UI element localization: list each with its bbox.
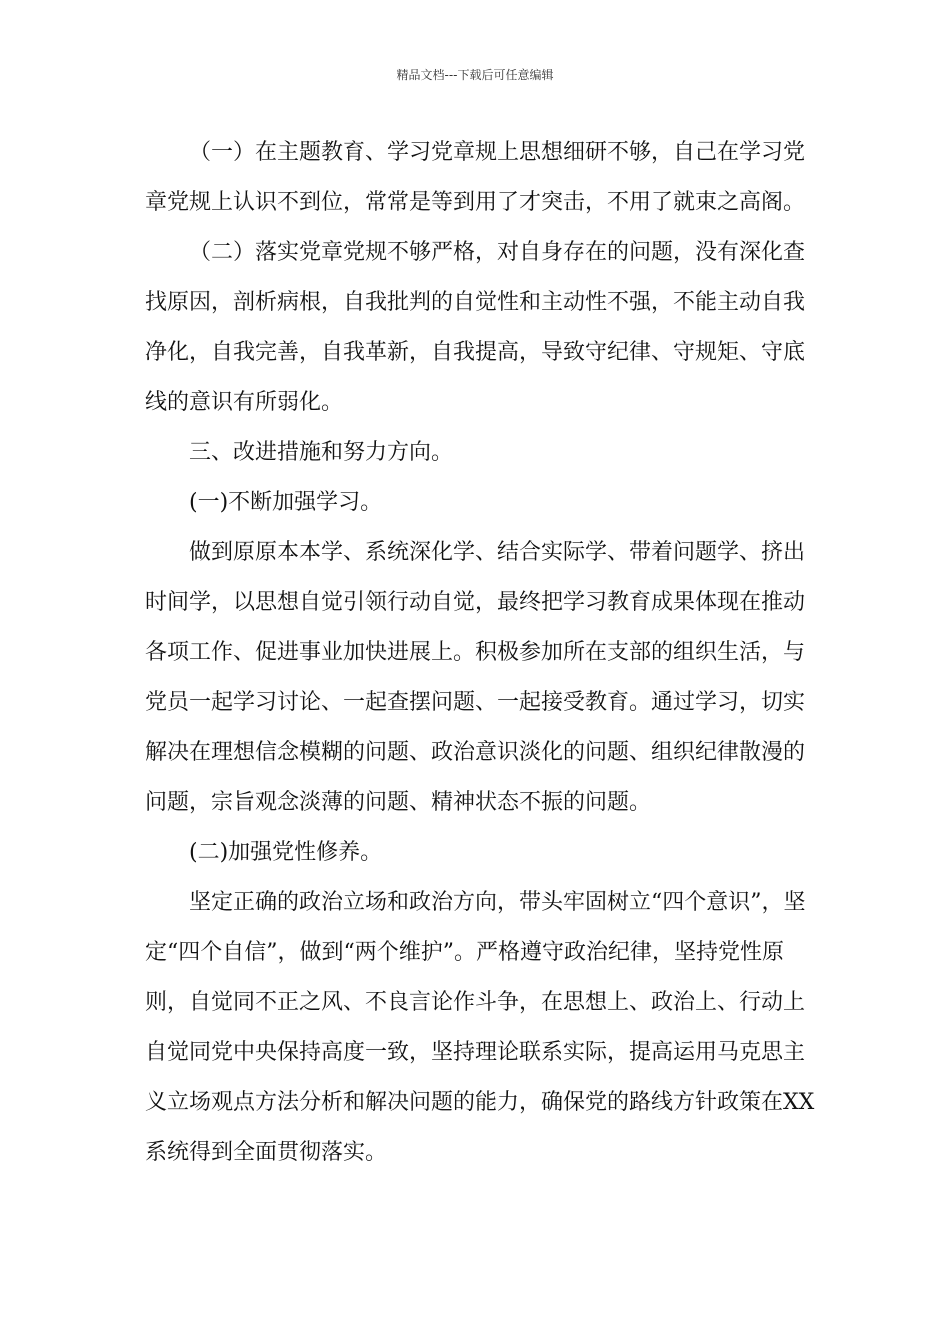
subheading-1: (一)不断加强学习。: [189, 490, 383, 515]
paragraph-1: （一）在主题教育、学习党章规上思想细研不够，自己在学习党章党规上认识不到位，常常是等到用了才突击，不用了就束之高阁。: [145, 140, 806, 215]
paragraph-2: （二）落实党章党规不够严格，对自身存在的问题，没有深化查找原因，剖析病根，自我批判的自觉性和主动性不强，不能主动自我净化，自我完善，自我革新，自我提高，导致守纪律、守规矩、守底线的意识有所弱化。: [145, 240, 806, 415]
subheading-2: (二)加强党性修养。: [189, 840, 383, 865]
page-header: 精品文档---下载后可任意编辑: [396, 68, 554, 82]
document-body: [145, 128, 815, 1178]
paragraph-4: 坚定正确的政治立场和政治方向，带头牢固树立“四个意识”，坚定“四个自信”，做到“两个维护”。严格遵守政治纪律，坚持党性原则，自觉同不正之风、不良言论作斗争，在思想上、政治上、行动上自觉同党中央保持高度一致，坚持理论联系实际，提高运用马克思主义立场观点方法分析和解决问题的能力，确保党的路线方针政策在XX系统得到全面贯彻落实。: [145, 890, 815, 1165]
section-heading-3: 三、改进措施和努力方向。: [189, 440, 454, 465]
paragraph-3: 做到原原本本学、系统深化学、结合实际学、带着问题学、挤出时间学，以思想自觉引领行动自觉，最终把学习教育成果体现在推动各项工作、促进事业加快进展上。积极参加所在支部的组织生活，与党员一起学习讨论、一起查摆问题、一起接受教育。通过学习，切实解决在理想信念模糊的问题、政治意识淡化的问题、组织纪律散漫的问题，宗旨观念淡薄的问题、精神状态不振的问题。: [145, 540, 806, 815]
